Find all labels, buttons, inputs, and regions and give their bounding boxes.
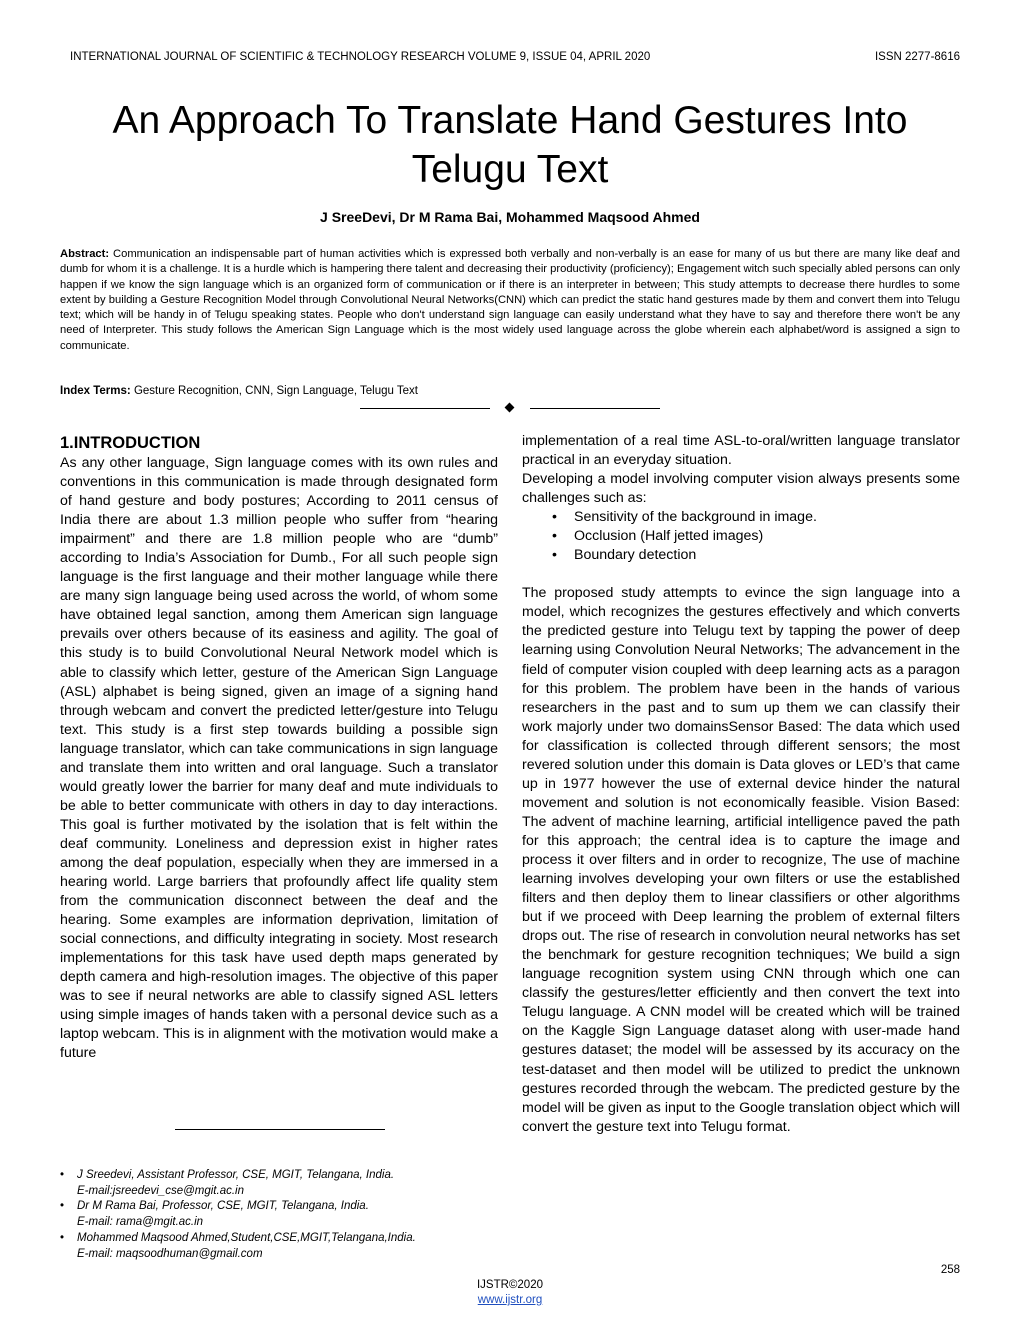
abstract-label: Abstract:: [60, 248, 110, 260]
footer-link[interactable]: www.ijstr.org: [477, 1294, 543, 1306]
paper-title: [60, 96, 960, 194]
author-footnotes: [60, 1168, 498, 1262]
footnote-email: E-mail:jsreedevi_cse@mgit.ac.in: [77, 1184, 244, 1197]
section-separator: [360, 401, 660, 415]
index-terms-text: Gesture Recognition, CNN, Sign Language, Telugu Text: [133, 385, 418, 397]
challenges-list: [522, 508, 960, 565]
separator-line-left: [360, 408, 490, 409]
list-item: • Sensitivity of the background in image.: [522, 508, 960, 527]
right-column: [522, 432, 960, 1137]
section-heading-introduction: 1.INTRODUCTION: [60, 434, 201, 452]
footnote-email: E-mail: maqsoodhuman@gmail.com: [77, 1247, 263, 1260]
left-column: [60, 432, 498, 1064]
footnote-email: E-mail: rama@mgit.ac.in: [77, 1216, 204, 1229]
intro-paragraph-3: Developing a model involving computer vision always presents some challenges such as:: [522, 471, 960, 507]
title-line-1: An Approach To Translate Hand Gestures Into: [112, 99, 908, 142]
separator-line-right: [530, 408, 660, 409]
paragraph-gap: [522, 565, 960, 584]
footnote-item: • Dr M Rama Bai, Professor, CSE, MGIT, Telangana, India.: [60, 1199, 498, 1215]
footer-copyright: IJSTR©2020: [476, 1279, 543, 1291]
running-header: [70, 51, 960, 67]
intro-paragraph-4: The proposed study attempts to evince the sign language into a model, which recognizes the gestures effectively and which converts the predicted gesture into Telugu text by tapping the power of deep learning using Convolution Neural Networks; The advancement in the field of computer vision coupled with deep learning acts as a paragon for this problem. The problem have been in the hands of various researchers in the past and to sum up them we can classify their work majorly under two domainsSensor Based: The data which used for classification is collected through different sensors; the most revered solution under this domain is Data gloves or LED’s that came up in 1977 however the use of external device hinder the natural movement and solution is not economically feasible. Vision Based: The advent of machine learning, artificial intelligence paved the path for this approach; the central idea is to capture the image and process it over filters and in order to recognize, The use of machine learning involves developing your own filters or use the established filters and then deploy them to linear classifiers or other algorithms but if we proceed with Deep learning the problem of external filters drops out. The rise of research in convolution neural networks has set the benchmark for gesture recognition techniques; We build a sign language recognition system using CNN through which one can classify the gestures/letter efficiently and then convert the text into Telugu language. A CNN model will be created which will be trained on the Kaggle Sign Language dataset along with user-made hand gestures dataset; the model will be assessed by its accuracy on the test-dataset and then model will be utilized to predict the unknown gestures recorded through the webcam. The predicted gesture by the model will be given as input to the Google translation object which will convert the gesture text into Telugu format.: [522, 585, 960, 1135]
abstract: [60, 247, 960, 354]
footnote-item: • J Sreedevi, Assistant Professor, CSE, MGIT, Telangana, India.: [60, 1168, 498, 1184]
diamond-icon: [505, 403, 515, 413]
list-item: • Boundary detection: [522, 546, 960, 565]
index-terms: [60, 385, 960, 397]
title-line-2: Telugu Text: [411, 148, 609, 191]
journal-name: INTERNATIONAL JOURNAL OF SCIENTIFIC & TECHNOLOGY RESEARCH VOLUME 9, ISSUE 04, APRIL 2020: [70, 51, 651, 63]
footnote-rule: [175, 1129, 385, 1130]
footnote-item: • Mohammed Maqsood Ahmed,Student,CSE,MGIT,Telangana,India.: [60, 1231, 498, 1247]
page-footer: [0, 1278, 1020, 1308]
abstract-text: Communication an indispensable part of human activities which is expressed both verbally and non-verbally is an ease for many of us but there are many like deaf and dumb for whom it is a challenge. It is a hurdle which is hampering there talent and decreasing their productivity (proficiency); Engagement witch such specially abled persons can only happen if we know the sign language which is an organized form of communication or if there is an interpreter in between; This study attempts to decrease there hurdles to some extent by building a Gesture Recognition Model through Convolutional Neural Networks(CNN) which can predict the static hand gestures made by them and convert them into Telugu text; which will be handy in of Telugu speaking states. People who don't understand sign language can easily understand what they have to say and therefore there won't be any need of Interpreter. This study follows the American Sign Language which is the most widely used language across the globe wherein each alphabet/word is assigned a sign to communicate.: [60, 248, 960, 352]
intro-paragraph-2: implementation of a real time ASL-to-oral/written language translator practical in an everyday situation.: [522, 433, 960, 469]
intro-paragraph-1: As any other language, Sign language comes with its own rules and conventions in this communication is made through designated form of hand gesture and body postures; According to 2011 census of India there are about 1.3 million people who suffer from “hearing impairment” and there are 1.8 million people who are “dumb” according to India’s Association for Dumb., For all such people sign language is the first language and their mother language while there are many sign language being used across the world, of whom some have obtained legal sanction, among them American sign language prevails over others because of its easiness and agility. The goal of this study is to build Convolutional Neural Network model which is able to classify which letter, gesture of the American Sign Language (ASL) alphabet is being signed, given an image of a signing hand through webcam and convert the predicted letter/gesture into Telugu text. This study is a first step towards building a possible sign language translator, which can take communications in sign language and translate them into written and oral language. Such a translator would greatly lower the barrier for many deaf and mute individuals to be able to better communicate with others in day to day interactions. This goal is further motivated by the isolation that is felt within the deaf community. Loneliness and depression exist in higher rates among the deaf population, especially when they are immersed in a hearing world. Large barriers that profoundly affect life quality stem from the communication disconnect between the deaf and the hearing. Some examples are information deprivation, limitation of social connections, and difficulty integrating in society. Most research implementations for this task have used depth maps generated by depth camera and high-resolution images. The objective of this paper was to see if neural networks are able to classify signed ASL letters using simple images of hands taken with a personal device such as a laptop webcam. This is in alignment with the motivation would make a future: [60, 455, 498, 1062]
page-number: 258: [940, 1264, 960, 1276]
issn: ISSN 2277-8616: [874, 51, 960, 63]
index-terms-label: Index Terms:: [60, 385, 131, 397]
list-item: • Occlusion (Half jetted images): [522, 527, 960, 546]
authors: J SreeDevi, Dr M Rama Bai, Mohammed Maqsood Ahmed: [320, 209, 700, 225]
